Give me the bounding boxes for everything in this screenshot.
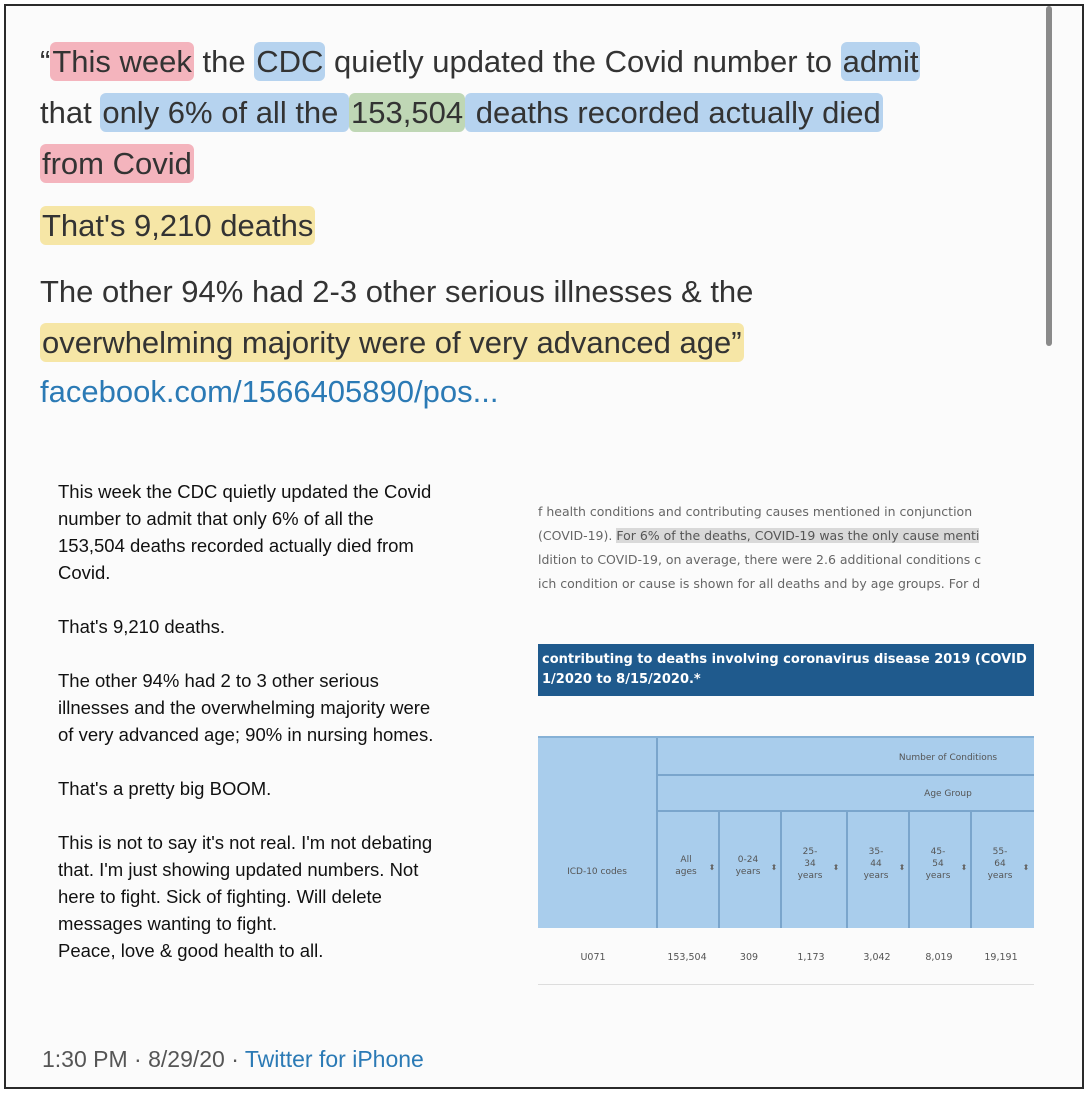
post-line: of very advanced age; 90% in nursing homes. [58,724,434,745]
text-segment: that [40,95,101,130]
post-line: 153,504 deaths recorded actually died from [58,535,414,556]
column-header-text: 25- [802,847,818,857]
row-value: 309 [739,952,759,963]
tweet-line-1 [40,36,920,88]
column-header-text: 44 [870,859,882,869]
column-header-text: 55- [992,847,1008,857]
snippet-line [538,524,1034,548]
tweet-line-3 [40,138,194,190]
post-line: That's a pretty big BOOM. [58,778,272,799]
text-segment: the [193,44,255,79]
row-code: U071 [580,952,606,963]
highlight-deaths-recorded: deaths recorded actually died [467,95,881,130]
column-header-text: 0-24 [737,855,759,865]
sort-icon[interactable]: ⬍ [832,863,840,872]
sort-icon[interactable]: ⬍ [1022,863,1030,872]
post-line: This is not to say it's not real. I'm not debating [58,832,433,853]
highlight-this-week: This week [52,44,192,79]
post-line: that. I'm just showing updated numbers. Not [58,859,419,880]
table-divider [656,774,1034,776]
column-header-text: 35- [868,847,884,857]
post-line: messages wanting to fight. [58,913,278,934]
post-line: That's 9,210 deaths. [58,616,226,637]
post-line: This week the CDC quietly updated the Covid [58,481,432,502]
table-header-block [538,736,1034,928]
column-header[interactable] [910,846,966,882]
post-line: illnesses and the overwhelming majority were [58,697,431,718]
text-segment: quietly updated the Covid number to [325,44,841,79]
timestamp: 1:30 PM · 8/29/20 · [42,1046,245,1072]
post-line: number to admit that only 6% of all the [58,508,374,529]
quote-mark: “ [40,44,51,79]
table-title-bar [538,644,1034,696]
highlight-9210-deaths: That's 9,210 deaths [42,208,314,243]
post-line: The other 94% had 2 to 3 other serious [58,670,379,691]
column-header[interactable] [720,854,776,878]
table-divider [908,810,910,928]
snippet-line: ich condition or cause is shown for all deaths and by age groups. For d [538,576,981,591]
column-header[interactable] [782,846,838,882]
column-header-text: All [680,855,692,865]
table-date-range: 1/2020 to 8/15/2020.* [542,672,701,687]
tweet-line-4 [40,200,315,252]
row-value: 1,173 [797,952,825,963]
column-header-text: years [987,871,1013,881]
table-divider [846,810,848,928]
post-line: here to fight. Sick of fighting. Will delete [58,886,382,907]
tweet-footer [42,1046,424,1073]
sort-icon[interactable]: ⬍ [708,863,716,872]
sort-icon[interactable]: ⬍ [960,863,968,872]
snippet-text: (COVID-19). [538,528,617,543]
column-header-text: years [797,871,823,881]
tweet-line-6 [40,317,744,369]
row-value: 153,504 [667,952,707,963]
sort-icon[interactable]: ⬍ [770,863,778,872]
header-number-of-conditions: Number of Conditions [898,753,998,763]
header-icd-codes: ICD-10 codes [567,867,627,877]
tweet-line-5 [40,266,753,318]
cdc-snippet [538,500,1034,596]
snippet-highlight: For 6% of the deaths, COVID-19 was the only cause menti [616,528,980,543]
column-header-text: years [863,871,889,881]
highlight-cdc: CDC [256,44,324,79]
column-header[interactable] [972,846,1028,882]
source-link[interactable]: Twitter for iPhone [244,1046,424,1072]
column-header-text: years [925,871,951,881]
column-header-text: 64 [994,859,1006,869]
column-header-text: 34 [804,859,816,869]
text-segment: The other 94% had 2-3 other serious illnesses & the [40,274,754,309]
table-row [538,934,1034,985]
table-divider [970,810,972,928]
highlight-153504: 153,504 [351,95,464,130]
snippet-line: ldition to COVID-19, on average, there were 2.6 additional conditions c [538,552,982,567]
table-divider [718,810,720,928]
table-divider [656,810,1034,812]
facebook-link[interactable]: facebook.com/1566405890/pos... [40,374,499,409]
header-age-group: Age Group [924,789,972,799]
highlight-advanced-age: overwhelming majority were of very advanced age” [42,325,742,360]
highlight-only-6-percent: only 6% of all the [102,95,348,130]
cdc-table [538,736,1034,1006]
tweet-line-2 [40,87,883,139]
embedded-post-text [58,478,528,964]
column-header[interactable] [848,846,904,882]
table-title: contributing to deaths involving coronavirus disease 2019 (COVID [542,652,1027,667]
snippet-line: f health conditions and contributing causes mentioned in conjunction [538,504,973,519]
post-line: Peace, love & good health to all. [58,940,324,961]
post-line: Covid. [58,562,111,583]
row-value: 19,191 [984,952,1018,963]
column-header[interactable] [658,854,714,878]
column-header-text: ages [675,867,697,877]
column-header-text: 45- [930,847,946,857]
row-value: 8,019 [925,952,953,963]
table-divider [656,738,658,928]
highlight-from-covid: from Covid [42,146,192,181]
sort-icon[interactable]: ⬍ [898,863,906,872]
column-header-text: 54 [932,859,944,869]
highlight-admit: admit [842,44,919,79]
scrollbar[interactable] [1046,6,1052,346]
table-divider [780,810,782,928]
column-header-text: years [735,867,761,877]
row-value: 3,042 [863,952,891,963]
